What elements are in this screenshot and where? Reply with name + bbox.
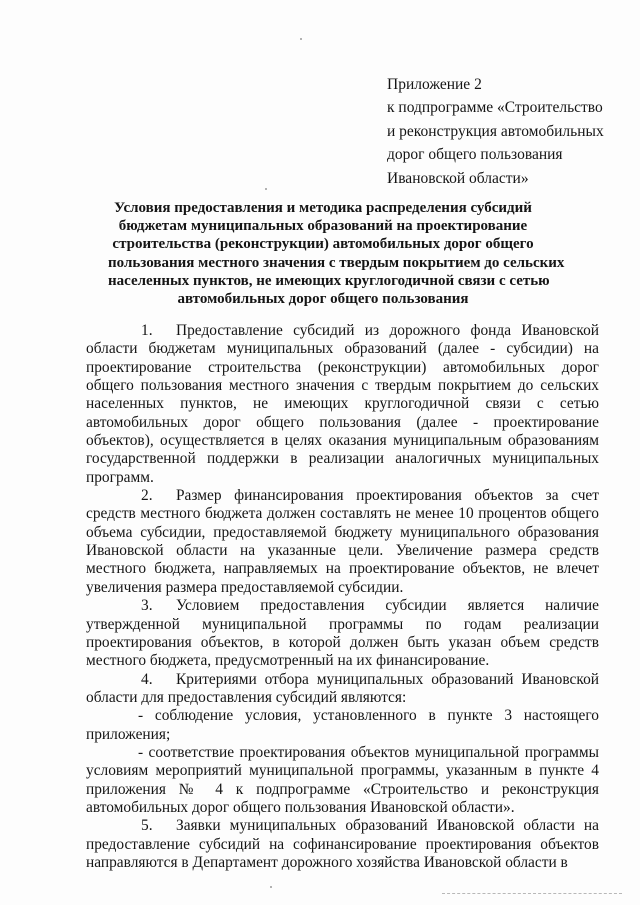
paragraph-number: 5. xyxy=(141,817,153,835)
title-line: автомобильных дорог общего пользования xyxy=(177,291,469,308)
paragraph-text: Условием предоставления субсидии является наличие утвержденной муниципальной программы по годам реализации проектирования объектов, в которой должен быть указан объем средств местного бюджета, предусмотренный на их финансирование. xyxy=(86,597,599,670)
title-line: Условия предоставления и методика распределения субсидий xyxy=(114,200,532,216)
paragraph-text: Предоставление субсидий из дорожного фонда Ивановской области бюджетам муниципальных образований (далее - субсидии) на проектирование строительства (реконструкции) автомобильных дорог общего пользования местного значения с твердым покрытием до сельских населенных пунктов, не имеющих круглогодичной связи с сетью автомобильных дорог общего пользования (далее - проектирование объектов), осуществляется в целях оказания муниципальным образованиям государственной поддержки в реализации аналогичных муниципальных программ. xyxy=(86,322,599,486)
scan-speck xyxy=(265,188,267,190)
scan-speck xyxy=(270,886,272,888)
paragraph-text: Размер финансирования проектирования объектов за счет средств местного бюджета должен составлять не менее 10 процентов общего объема субсидии, предоставляемой бюджету муниципального образования Ивановской области на указанные цели. Увеличение размера средств местного бюджета, направляемых на проектирование объектов, не влечет увеличения размера предоставляемой субсидии. xyxy=(86,487,599,596)
annex-line: и реконструкция автомобильных xyxy=(387,122,604,140)
paragraph-text: Критериями отбора муниципальных образований Ивановской области для предоставления субсидий являются: xyxy=(86,670,599,706)
paragraph-number: 3. xyxy=(141,597,153,615)
annex-line: Приложение 2 xyxy=(387,76,482,93)
annex-line: дорог общего пользования xyxy=(387,146,563,164)
list-item-criterion-2 xyxy=(86,744,599,817)
annex-line: к подпрограмме «Строительство xyxy=(387,99,603,117)
document-title xyxy=(108,199,565,308)
annex-block xyxy=(387,73,617,190)
list-item-text: - соответствие проектирования объектов муниципальной программы условиям мероприятий муниципальной программы, указанным в пункте 4 приложения № 4 к подпрограмме «Строительство и реконструкция автомобильных дорог общего пользования Ивановской области». xyxy=(86,743,599,816)
paragraph-1 xyxy=(86,322,599,487)
scan-edge-line xyxy=(442,893,622,895)
paragraph-2 xyxy=(86,487,599,597)
paragraph-number: 1. xyxy=(141,322,153,339)
scan-speck xyxy=(300,38,302,40)
paragraph-5 xyxy=(86,817,599,872)
list-item-text: - соблюдение условия, установленного в пункте 3 настоящего приложения; xyxy=(86,707,599,743)
title-line: строительства (реконструкции) автомобильных дорог общего xyxy=(112,236,534,253)
title-line: населенных пунктов, не имеющих круглогодичной связи с сетью xyxy=(108,272,550,289)
paragraph-4 xyxy=(86,671,599,708)
title-line: пользования местного значения с твердым покрытием до сельских xyxy=(108,254,565,271)
paragraph-text: Заявки муниципальных образований Ивановской области на предоставление субсидий на софинансирование проектирования объектов направляются в Департамент дорожного хозяйства Ивановской области в xyxy=(86,817,599,871)
document-body xyxy=(86,322,599,872)
paragraph-number: 4. xyxy=(141,670,153,688)
title-line: бюджетам муниципальных образований на проектирование xyxy=(118,218,528,235)
paragraph-3 xyxy=(86,597,599,670)
list-item-criterion-1 xyxy=(86,707,599,744)
paragraph-number: 2. xyxy=(141,487,153,505)
annex-line: Ивановской области» xyxy=(387,169,529,187)
